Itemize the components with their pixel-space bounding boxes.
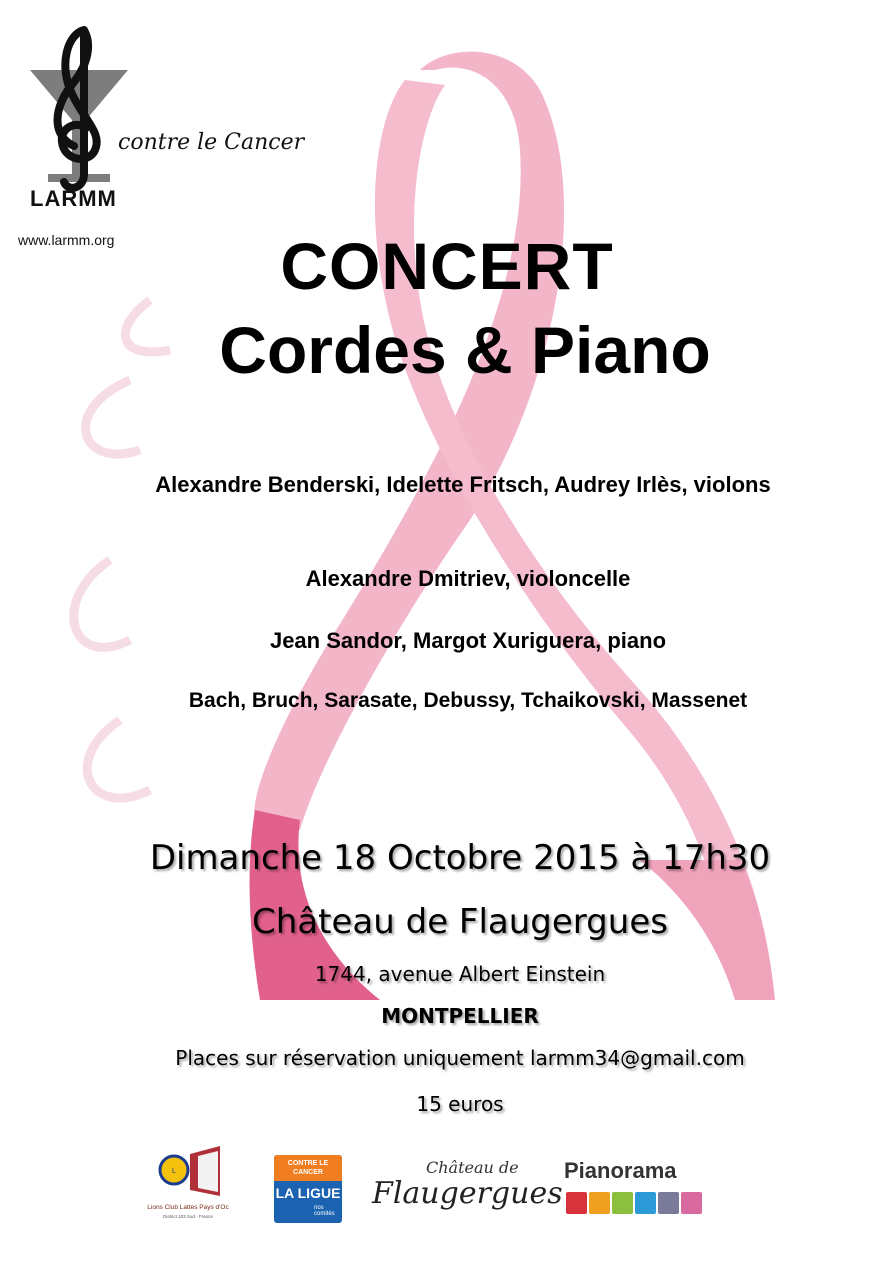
ligue-contre-cancer-logo [274, 1155, 342, 1223]
treble-clef-icon [681, 1192, 702, 1214]
event-city: MONTPELLIER [381, 1004, 539, 1028]
ligue-sub-text: nos comités [314, 1205, 335, 1217]
event-venue: Château de Flaugergues [252, 902, 668, 942]
pianists: Jean Sandor, Margot Xuriguera, piano [269, 628, 667, 653]
ligue-top-text: CONTRE LE CANCER [274, 1155, 342, 1181]
pianorama-name: Pianorama [564, 1158, 677, 1183]
concert-subtitle: Cordes & Piano [219, 313, 711, 387]
keyboard-icon [658, 1192, 679, 1214]
music-note-icon [589, 1192, 610, 1214]
composers: Bach, Bruch, Sarasate, Debussy, Tchaikovski, Massenet [188, 689, 748, 712]
event-address: 1744, avenue Albert Einstein [314, 962, 606, 986]
ligue-main-text: LA LIGUE [275, 1185, 341, 1201]
pianorama-logo [564, 1158, 716, 1224]
pianorama-icon-strip [566, 1192, 702, 1214]
lions-emblem-icon [142, 1142, 234, 1204]
svg-text:L: L [172, 1168, 176, 1175]
logo-tagline: contre le Cancer [118, 130, 305, 155]
lions-club-name: Lions Club Lattes Pays d'Oc [147, 1204, 229, 1211]
website-link[interactable]: www.larmm.org [18, 232, 115, 248]
flaugergues-small-text: Château de [426, 1158, 519, 1177]
concert-title: CONCERT [280, 229, 614, 303]
larmm-wordmark: LARMM [30, 186, 117, 211]
reservation-info: Places sur réservation uniquement larmm34@gmail.com [175, 1046, 745, 1070]
guitar-icon [566, 1192, 587, 1214]
ticket-price: 15 euros [416, 1092, 504, 1116]
chateau-flaugergues-logo [368, 1152, 563, 1224]
lions-club-district: District 103 Sud - France [163, 1214, 213, 1219]
event-date: Dimanche 18 Octobre 2015 à 17h30 [149, 838, 771, 878]
trumpet-icon [612, 1192, 633, 1214]
cellist: Alexandre Dmitriev, violoncelle [305, 566, 631, 591]
violinists: Alexandre Benderski, Idelette Fritsch, Audrey Irlès, violons [155, 472, 771, 497]
drum-icon [635, 1192, 656, 1214]
flaugergues-big-text: Flaugergues [372, 1176, 563, 1211]
lions-club-logo [142, 1142, 234, 1226]
